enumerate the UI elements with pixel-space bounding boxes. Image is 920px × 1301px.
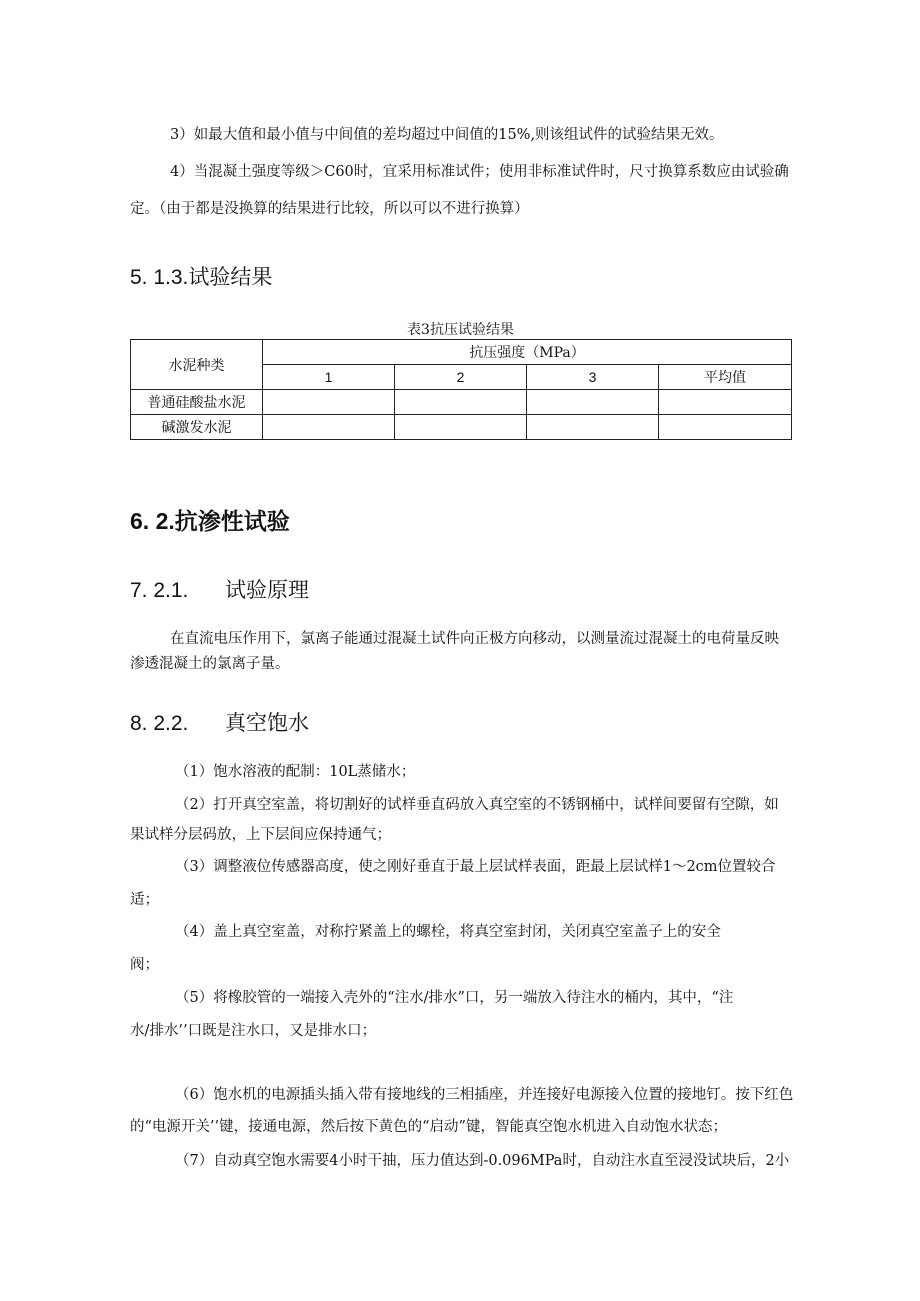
section-number: 7. 2.1. (130, 579, 189, 602)
principle-line2: 渗透混凝土的氯离子量。 (130, 656, 290, 672)
section-title: 试验原理 (225, 578, 309, 602)
header-compressive-strength: 抗压强度（MPa） (263, 340, 792, 365)
table-cell (659, 390, 792, 415)
principle-line1: 在直流电压作用下，氯离子能通过混凝土试件向正极方向移动，以测量流过混凝土的电荷量反映 (170, 631, 779, 647)
step-3-line2: 适； (130, 892, 159, 908)
row-label: 普通硅酸盐水泥 (131, 390, 263, 415)
step-1: （1）饱水溶液的配制：10L蒸储水； (175, 764, 416, 780)
step-2-line2: 果试样分层码放，上下层间应保持通气； (130, 827, 391, 843)
section-title: 真空饱水 (225, 711, 309, 735)
step-5-line2: 水/排水’’口既是注水口，又是排水口； (130, 1023, 377, 1039)
subheader-average: 平均值 (659, 365, 792, 390)
section-heading-5-1-3 (130, 261, 272, 291)
subheader-3: 3 (527, 365, 659, 390)
step-4-line1: （4）盖上真空室盖，对称拧紧盖上的螺栓，将真空室封闭，关闭真空室盖子上的安全 (175, 924, 721, 940)
step-4-line2: 阀； (130, 957, 159, 973)
section-number: 5. 1.3. (130, 266, 189, 289)
step-2-line1: （2）打开真空室盖，将切割好的试样垂直码放入真空室的不锈钢桶中，试样间要留有空隙，如 (175, 797, 779, 813)
table-cell (263, 390, 395, 415)
table-cell (395, 415, 527, 440)
step-6-line1: （6）饱水机的电源插头插入带有接地线的三相插座，并连接好电源接入位置的接地钉。按下红色 (175, 1087, 794, 1103)
paragraph-item-4-line1: 4）当混凝土强度等级＞C60时，宜采用标准试件；使用非标准试件时，尺寸换算系数应由试验确 (170, 164, 789, 180)
section-number: 8. 2.2. (130, 712, 189, 735)
table-cell (395, 390, 527, 415)
paragraph-item-3: 3）如最大值和最小值与中间值的差均超过中间值的15%,则该组试件的试验结果无效。 (170, 127, 724, 143)
section-heading-6-2 (130, 503, 290, 536)
section-title: 抗渗性试验 (174, 508, 290, 535)
subheader-2: 2 (395, 365, 527, 390)
table-row (131, 415, 792, 440)
paragraph-item-4-line2: 定。（由于都是没换算的结果进行比较，所以可以不进行换算） (130, 201, 529, 217)
table-cell (527, 415, 659, 440)
table-caption: 表3抗压试验结果 (407, 322, 514, 338)
table-cell (527, 390, 659, 415)
section-number: 6. 2. (130, 508, 175, 534)
table-cell (263, 415, 395, 440)
section-heading-8-2-2 (130, 707, 309, 737)
header-cement-type: 水泥种类 (131, 340, 263, 390)
step-6-line2: 的“电源开关’’键，接通电源，然后按下黄色的“启动”键，智能真空饱水机进入自动饱水状态； (130, 1119, 727, 1135)
table-header-row (131, 340, 792, 365)
table-row (131, 390, 792, 415)
section-title: 试验结果 (188, 265, 273, 289)
step-7-line1: （7）自动真空饱水需要4小时干抽，压力值达到-0.096MPa时，自动注水直至浸没试块后，2小 (175, 1153, 790, 1169)
step-5-line1: （5）将橡胶管的一端接入壳外的“注水/排水”口，另一端放入待注水的桶内，其中，“注 (175, 990, 734, 1006)
section-heading-7-2-1 (130, 574, 309, 604)
step-3-line1: （3）调整液位传感器高度，使之刚好垂直于最上层试样表面，距最上层试样1～2cm位置较合 (175, 859, 776, 875)
row-label: 碱激发水泥 (131, 415, 263, 440)
compression-results-table (130, 339, 792, 440)
subheader-1: 1 (263, 365, 395, 390)
table-cell (659, 415, 792, 440)
